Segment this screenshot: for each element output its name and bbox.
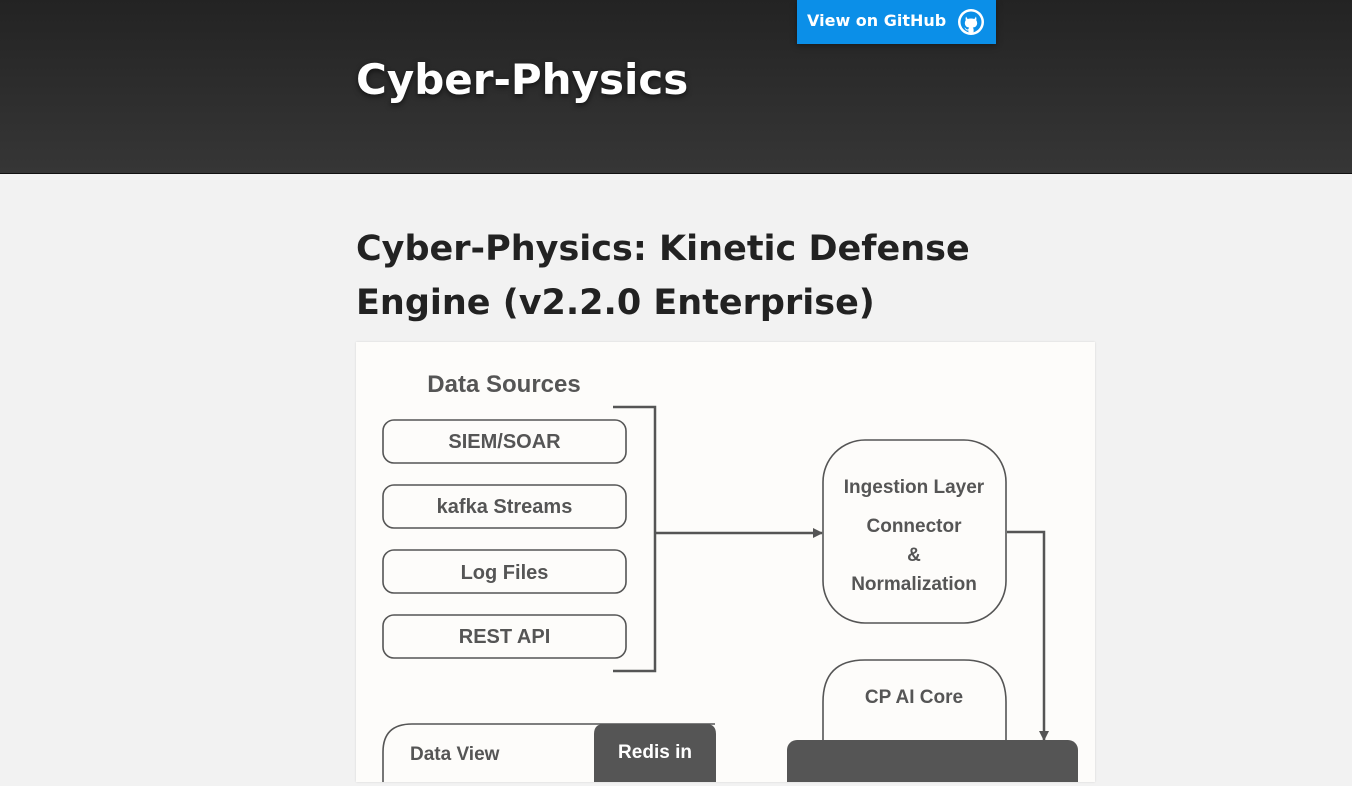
site-header — [0, 0, 1352, 174]
arrow-ingestion-down — [1007, 532, 1044, 740]
ingestion-layer-line2: & — [907, 545, 921, 566]
source-label-siem-soar: SIEM/SOAR — [448, 431, 561, 453]
data-view-label: Data View — [410, 744, 500, 765]
github-octocat-icon — [957, 8, 985, 36]
ingestion-layer-line1: Connector — [866, 516, 962, 537]
page-heading: Cyber-Physics: Kinetic Defense Engine (v2.2.0 Enterprise) — [356, 229, 970, 323]
data-sources-title: Data Sources — [427, 371, 581, 398]
architecture-diagram — [356, 342, 1095, 782]
source-label-kafka-streams: kafka Streams — [436, 496, 573, 518]
source-label-rest-api: REST API — [458, 626, 551, 648]
source-label-log-files: Log Files — [460, 562, 549, 584]
ingestion-layer-title: Ingestion Layer — [843, 477, 985, 498]
site-title[interactable]: Cyber-Physics — [356, 55, 689, 104]
architecture-diagram-svg — [356, 342, 1095, 782]
processing-bar — [787, 740, 1078, 782]
ingestion-layer-line3: Normalization — [851, 574, 977, 595]
view-on-github-button[interactable] — [797, 0, 996, 44]
cp-ai-core-label: CP AI Core — [864, 687, 964, 708]
sources-bracket — [613, 407, 655, 671]
redis-label: Redis in — [618, 742, 692, 763]
view-on-github-label: View on GitHub — [807, 11, 947, 30]
